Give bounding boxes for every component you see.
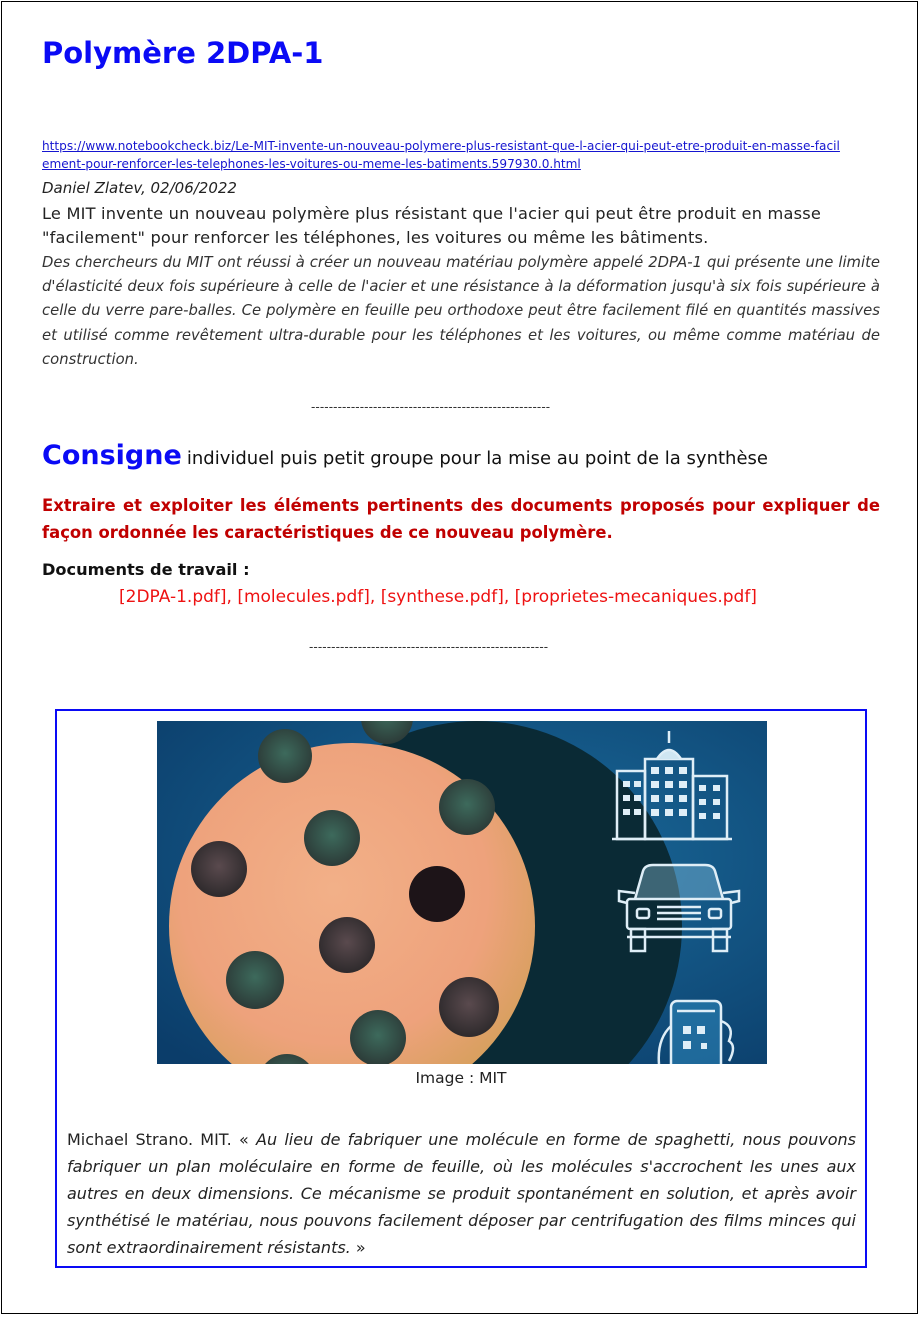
article-summary: Des chercheurs du MIT ont réussi à créer un nouveau matériau polymère appelé 2DPA-1 qui présente une limite d'élasticité deux fois supérieure à celle de l'acier et une résistance à la déformation jusqu'à six fois supérieure à celle du verre pare-balles. Ce polymère en feuille peu orthodoxe peut être facilement filé en quantités massives et utilisé comme revêtement ultra-durable pour les téléphones et les voitures, ou même comme matériau de construction.	[42, 254, 880, 368]
documents-list	[119, 587, 757, 607]
documents-separator: ,	[226, 587, 238, 607]
article-headline: Le MIT invente un nouveau polymère plus résistant que l'acier qui peut être produit en masse "facilement" pour renforcer les téléphones, les voitures ou même les bâtiments.	[42, 204, 822, 247]
documents-separator: ,	[503, 587, 515, 607]
quote-text: Au lieu de fabriquer une molécule en forme de spaghetti, nous pouvons fabriquer un plan moléculaire en forme de feuille, où les molécules s'accrochent les unes aux autres en deux dimensions. Ce mécanisme se produit spontanément en solution, et après avoir synthétisé le matériau, nous pouvons facilement déposer par centrifugation des films minces qui sont extraordinairement résistants.	[67, 1130, 856, 1257]
consigne-subtitle: individuel puis petit groupe pour la mise au point de la synthèse	[186, 448, 768, 469]
documents-label: Documents de travail :	[42, 560, 250, 579]
document-link-2dpa1[interactable]: [2DPA-1.pdf]	[119, 587, 227, 607]
document-link-molecules[interactable]: [molecules.pdf]	[237, 587, 370, 607]
smartphone-icon	[659, 1001, 733, 1064]
source-link-container	[42, 137, 842, 173]
consigne-heading: Consigne	[42, 440, 182, 471]
consigne-instruction: Extraire et exploiter les éléments pertinents des documents proposés pour expliquer de façon ordonnée les caractéristiques de ce nouveau polymère.	[42, 496, 880, 542]
image-caption: Image : MIT	[415, 1069, 507, 1087]
document-page	[1, 1, 918, 1314]
quote-open-mark: «	[239, 1130, 249, 1149]
mit-polymer-image	[157, 721, 767, 1064]
documents-separator: ,	[369, 587, 381, 607]
page-title: Polymère 2DPA-1	[42, 36, 324, 70]
quote-speaker: Michael Strano. MIT.	[67, 1130, 232, 1149]
figure-box	[55, 709, 867, 1268]
separator: ------------------------------------------------------	[309, 639, 549, 654]
document-link-proprietes-mecaniques[interactable]: [proprietes-mecaniques.pdf]	[514, 587, 757, 607]
author-date: Daniel Zlatev, 02/06/2022	[42, 179, 237, 197]
consigne-heading-line	[42, 440, 768, 471]
separator: ------------------------------------------------------	[311, 399, 551, 414]
document-link-synthese[interactable]: [synthese.pdf]	[380, 587, 504, 607]
source-link[interactable]: https://www.notebookcheck.biz/Le-MIT-invente-un-nouveau-polymere-plus-resistant-que-l-acier-qui-peut-etre-produit-en-masse-facilement-pour-renforcer-les-telephones-les-voitures-ou-meme-les-batiments.597930.0.html	[42, 139, 840, 171]
strano-quote	[67, 1126, 856, 1261]
quote-close-mark: »	[355, 1238, 366, 1257]
